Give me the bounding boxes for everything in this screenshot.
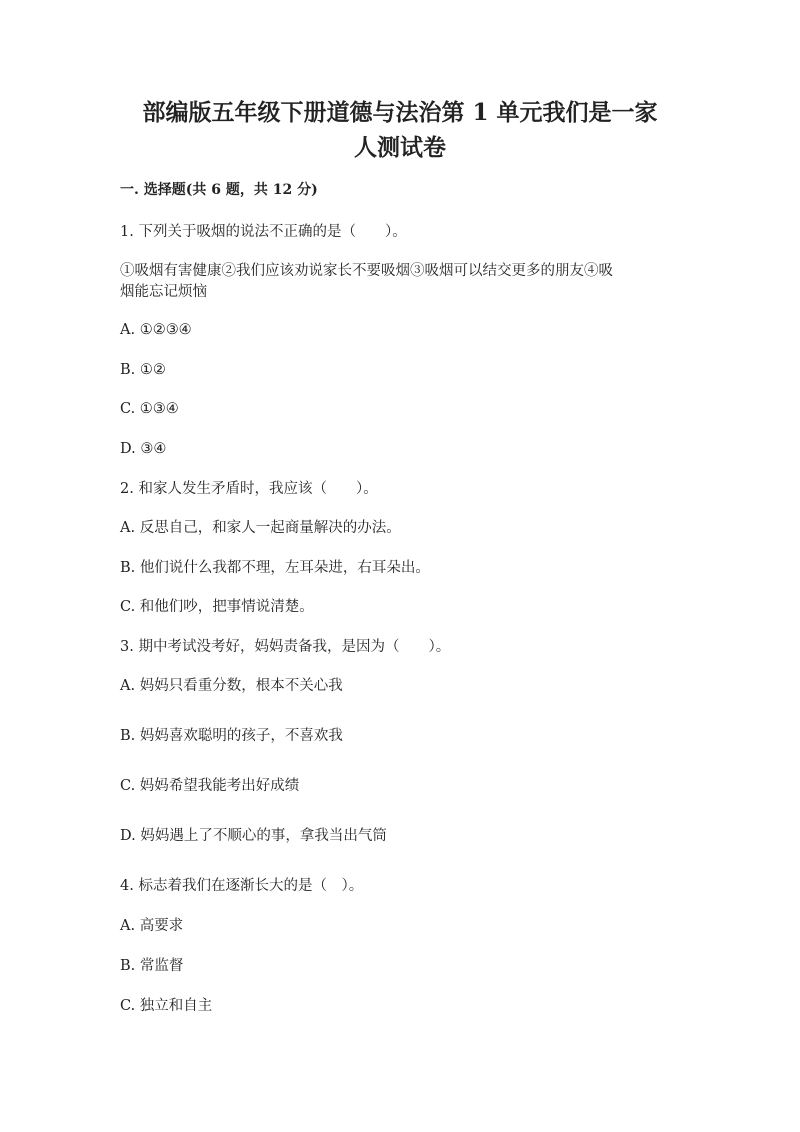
question-3-option-c: C. 妈妈希望我能考出好成绩 [120,778,300,794]
question-2-option-c: C. 和他们吵，把事情说清楚。 [120,599,314,615]
question-1-option-d: D. ③④ [120,441,167,457]
page-title-line-2: 人测试卷 [354,134,446,161]
section-heading: 一. 选择题(共 6 题，共 12 分) [120,182,318,198]
question-1-statements-line-2: 烟能忘记烦恼 [120,284,207,300]
question-2-option-a: A. 反思自己，和家人一起商量解决的办法。 [120,520,401,536]
question-3-stem: 3. 期中考试没考好，妈妈责备我，是因为（ ）。 [120,639,451,655]
question-1-statements-line-1: ①吸烟有害健康②我们应该劝说家长不要吸烟③吸烟可以结交更多的朋友④吸 [120,263,613,279]
question-4-option-b: B. 常监督 [120,958,184,974]
question-3-option-d: D. 妈妈遇上了不顺心的事，拿我当出气筒 [120,828,387,844]
question-4-option-a: A. 高要求 [120,918,184,934]
page-title-line-1: 部编版五年级下册道德与法治第 1 单元我们是一家 [142,99,658,126]
question-2-stem: 2. 和家人发生矛盾时，我应该（ ）。 [120,481,378,497]
question-4-option-c: C. 独立和自主 [120,998,213,1014]
question-2-option-b: B. 他们说什么我都不理，左耳朵进，右耳朵出。 [120,560,430,576]
question-1-option-a: A. ①②③④ [120,322,192,338]
question-1-option-b: B. ①② [120,362,166,378]
question-4-stem: 4. 标志着我们在逐渐长大的是（ ）。 [120,878,364,894]
question-3-option-b: B. 妈妈喜欢聪明的孩子，不喜欢我 [120,728,343,744]
question-3-option-a: A. 妈妈只看重分数，根本不关心我 [120,678,343,694]
question-1-stem: 1. 下列关于吸烟的说法不正确的是（ ）。 [120,224,407,240]
question-1-option-c: C. ①③④ [120,401,179,417]
